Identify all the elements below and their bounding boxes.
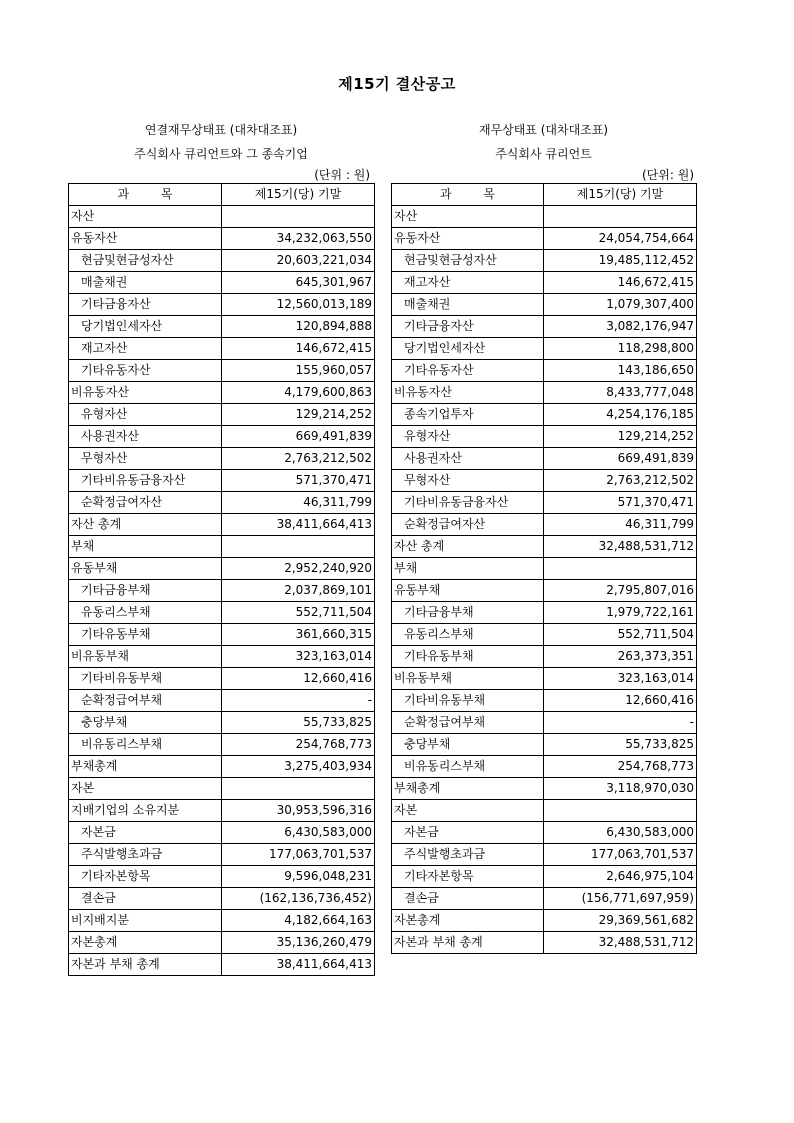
row-value: 552,711,504	[222, 602, 375, 624]
row-value: 155,960,057	[222, 360, 375, 382]
row-label: 비유동자산	[69, 382, 222, 404]
row-value: 263,373,351	[544, 646, 697, 668]
table-row	[69, 822, 375, 844]
row-label: 기타유동부채	[69, 624, 222, 646]
row-label: 유형자산	[69, 404, 222, 426]
table-row	[392, 602, 697, 624]
row-value: 254,768,773	[222, 734, 375, 756]
row-value: 46,311,799	[544, 514, 697, 536]
table-row	[69, 360, 375, 382]
row-label: 기타금융자산	[392, 316, 544, 338]
right-statement-title: 재무상태표 (대차대조표)	[478, 123, 609, 137]
column-header-value: 제15기(당) 기말	[544, 184, 697, 206]
row-label: 유동리스부채	[69, 602, 222, 624]
row-label: 비지배지분	[69, 910, 222, 932]
row-value: 254,768,773	[544, 756, 697, 778]
row-label: 자본	[69, 778, 222, 800]
table-row	[69, 624, 375, 646]
table-row	[69, 448, 375, 470]
row-value	[544, 800, 697, 822]
table-row	[69, 316, 375, 338]
row-value: 2,763,212,502	[544, 470, 697, 492]
row-label: 유동자산	[392, 228, 544, 250]
table-row	[392, 360, 697, 382]
row-label: 유동부채	[69, 558, 222, 580]
table-row	[69, 734, 375, 756]
row-value: 32,488,531,712	[544, 536, 697, 558]
row-value: 6,430,583,000	[222, 822, 375, 844]
row-value: 4,182,664,163	[222, 910, 375, 932]
row-value: 120,894,888	[222, 316, 375, 338]
row-label: 사용권자산	[69, 426, 222, 448]
table-row	[69, 426, 375, 448]
table-row	[69, 932, 375, 954]
row-label: 기타금융부채	[69, 580, 222, 602]
table-row	[392, 888, 697, 910]
row-value: 118,298,800	[544, 338, 697, 360]
row-label: 당기법인세자산	[69, 316, 222, 338]
row-label: 순확정급여부채	[392, 712, 544, 734]
row-label: 비유동자산	[392, 382, 544, 404]
table-row	[69, 492, 375, 514]
row-value: 177,063,701,537	[222, 844, 375, 866]
row-label: 비유동리스부채	[392, 756, 544, 778]
row-value	[222, 536, 375, 558]
row-value: 2,952,240,920	[222, 558, 375, 580]
table-row	[69, 888, 375, 910]
row-value: 571,370,471	[544, 492, 697, 514]
row-label: 자본과 부채 총계	[392, 932, 544, 954]
row-value: -	[544, 712, 697, 734]
row-label: 주식발행초과금	[392, 844, 544, 866]
row-label: 지배기업의 소유지분	[69, 800, 222, 822]
separate-balance-sheet-table	[391, 183, 697, 954]
row-value: 129,214,252	[222, 404, 375, 426]
table-row	[69, 228, 375, 250]
row-value	[544, 206, 697, 228]
table-row	[392, 822, 697, 844]
row-value: 30,953,596,316	[222, 800, 375, 822]
row-label: 자산	[69, 206, 222, 228]
row-value: 38,411,664,413	[222, 954, 375, 976]
row-label: 부채	[392, 558, 544, 580]
row-value: (162,136,736,452)	[222, 888, 375, 910]
row-value: 8,433,777,048	[544, 382, 697, 404]
table-row	[392, 470, 697, 492]
row-value: 571,370,471	[222, 470, 375, 492]
row-value: 29,369,561,682	[544, 910, 697, 932]
row-label: 순확정급여자산	[69, 492, 222, 514]
table-row	[392, 910, 697, 932]
row-value: 32,488,531,712	[544, 932, 697, 954]
row-value: 4,179,600,863	[222, 382, 375, 404]
table-row	[69, 580, 375, 602]
row-value: 3,275,403,934	[222, 756, 375, 778]
row-value: 361,660,315	[222, 624, 375, 646]
table-row	[392, 492, 697, 514]
table-row	[69, 404, 375, 426]
row-value: 2,037,869,101	[222, 580, 375, 602]
row-label: 부채	[69, 536, 222, 558]
table-row	[69, 756, 375, 778]
row-value: 12,660,416	[544, 690, 697, 712]
table-row	[69, 690, 375, 712]
row-label: 기타유동부채	[392, 646, 544, 668]
row-value: 12,560,013,189	[222, 294, 375, 316]
table-row	[69, 712, 375, 734]
row-value: 3,082,176,947	[544, 316, 697, 338]
table-row	[392, 866, 697, 888]
row-label: 기타자본항목	[392, 866, 544, 888]
row-label: 기타비유동금융자산	[69, 470, 222, 492]
row-label: 주식발행초과금	[69, 844, 222, 866]
row-label: 결손금	[69, 888, 222, 910]
table-row	[392, 294, 697, 316]
left-unit-label: (단위 : 원)	[314, 168, 370, 182]
table-row	[69, 294, 375, 316]
table-row	[69, 250, 375, 272]
table-row	[392, 624, 697, 646]
row-label: 유동부채	[392, 580, 544, 602]
table-row	[69, 778, 375, 800]
row-label: 비유동부채	[392, 668, 544, 690]
row-value: (156,771,697,959)	[544, 888, 697, 910]
table-row	[69, 206, 375, 228]
row-label: 유동리스부채	[392, 624, 544, 646]
row-value	[222, 778, 375, 800]
column-header-value: 제15기(당) 기말	[222, 184, 375, 206]
row-label: 자본금	[392, 822, 544, 844]
page-title: 제15기 결산공고	[338, 75, 456, 93]
row-label: 비유동부채	[69, 646, 222, 668]
row-value: 9,596,048,231	[222, 866, 375, 888]
row-value	[222, 206, 375, 228]
row-label: 기타비유동부채	[392, 690, 544, 712]
row-label: 부채총계	[69, 756, 222, 778]
row-value: 146,672,415	[544, 272, 697, 294]
table-row	[392, 272, 697, 294]
table-row	[69, 382, 375, 404]
row-label: 자산	[392, 206, 544, 228]
row-label: 자본금	[69, 822, 222, 844]
table-row	[392, 228, 697, 250]
row-value	[544, 558, 697, 580]
row-label: 유형자산	[392, 426, 544, 448]
table-row	[392, 668, 697, 690]
row-label: 매출채권	[69, 272, 222, 294]
row-value: 4,254,176,185	[544, 404, 697, 426]
row-label: 기타비유동금융자산	[392, 492, 544, 514]
row-value: 2,763,212,502	[222, 448, 375, 470]
table-row	[392, 382, 697, 404]
table-row	[392, 800, 697, 822]
left-statement-title: 연결재무상태표 (대차대조표)	[144, 123, 298, 137]
column-header-item: 과 목	[392, 184, 544, 206]
row-value: 24,054,754,664	[544, 228, 697, 250]
row-value: 669,491,839	[544, 448, 697, 470]
row-value: 645,301,967	[222, 272, 375, 294]
table-row	[392, 844, 697, 866]
row-label: 종속기업투자	[392, 404, 544, 426]
row-label: 결손금	[392, 888, 544, 910]
row-value: 669,491,839	[222, 426, 375, 448]
row-label: 현금및현금성자산	[69, 250, 222, 272]
right-company-name: 주식회사 큐리언트	[495, 147, 592, 161]
row-value: 34,232,063,550	[222, 228, 375, 250]
row-value: 20,603,221,034	[222, 250, 375, 272]
row-value: 12,660,416	[222, 668, 375, 690]
table-row	[392, 448, 697, 470]
row-label: 자본과 부채 총계	[69, 954, 222, 976]
row-value: 2,795,807,016	[544, 580, 697, 602]
table-row	[69, 646, 375, 668]
row-value: 2,646,975,104	[544, 866, 697, 888]
row-value: 55,733,825	[222, 712, 375, 734]
row-label: 자산 총계	[69, 514, 222, 536]
row-label: 자산 총계	[392, 536, 544, 558]
consolidated-balance-sheet-table	[68, 183, 375, 976]
table-row	[69, 338, 375, 360]
table-row	[392, 580, 697, 602]
row-label: 비유동리스부채	[69, 734, 222, 756]
row-label: 기타자본항목	[69, 866, 222, 888]
row-value: 1,079,307,400	[544, 294, 697, 316]
row-label: 기타유동자산	[69, 360, 222, 382]
table-row	[69, 514, 375, 536]
table-row	[69, 558, 375, 580]
table-row	[69, 910, 375, 932]
row-label: 당기법인세자산	[392, 338, 544, 360]
table-row	[69, 954, 375, 976]
row-value: 3,118,970,030	[544, 778, 697, 800]
row-value: 38,411,664,413	[222, 514, 375, 536]
row-value: 323,163,014	[544, 668, 697, 690]
row-label: 자본총계	[69, 932, 222, 954]
row-label: 사용권자산	[392, 448, 544, 470]
row-label: 재고자산	[392, 272, 544, 294]
row-label: 충당부채	[69, 712, 222, 734]
row-label: 기타유동자산	[392, 360, 544, 382]
table-row	[392, 734, 697, 756]
row-label: 부채총계	[392, 778, 544, 800]
row-label: 무형자산	[69, 448, 222, 470]
table-row	[392, 646, 697, 668]
row-label: 유동자산	[69, 228, 222, 250]
table-row	[69, 536, 375, 558]
table-row	[392, 536, 697, 558]
row-value: 129,214,252	[544, 426, 697, 448]
row-value: 19,485,112,452	[544, 250, 697, 272]
table-row	[69, 272, 375, 294]
table-row	[392, 250, 697, 272]
table-row	[69, 844, 375, 866]
row-label: 순확정급여부채	[69, 690, 222, 712]
table-header-row	[392, 184, 697, 206]
row-value: 146,672,415	[222, 338, 375, 360]
row-label: 무형자산	[392, 470, 544, 492]
table-row	[392, 778, 697, 800]
row-label: 기타비유동부채	[69, 668, 222, 690]
table-row	[392, 514, 697, 536]
row-value: 6,430,583,000	[544, 822, 697, 844]
table-header-row	[69, 184, 375, 206]
row-label: 현금및현금성자산	[392, 250, 544, 272]
right-unit-label: (단위: 원)	[642, 168, 694, 182]
column-header-item: 과 목	[69, 184, 222, 206]
table-row	[392, 404, 697, 426]
row-label: 자본총계	[392, 910, 544, 932]
row-label: 기타금융부채	[392, 602, 544, 624]
table-row	[392, 756, 697, 778]
row-value: 323,163,014	[222, 646, 375, 668]
table-row	[392, 426, 697, 448]
row-value: 1,979,722,161	[544, 602, 697, 624]
table-row	[392, 206, 697, 228]
row-label: 재고자산	[69, 338, 222, 360]
left-company-name: 주식회사 큐리언트와 그 종속기업	[134, 147, 308, 161]
table-row	[69, 668, 375, 690]
table-row	[69, 866, 375, 888]
table-row	[69, 602, 375, 624]
row-value: 55,733,825	[544, 734, 697, 756]
row-label: 순확정급여자산	[392, 514, 544, 536]
table-row	[392, 558, 697, 580]
row-value: 552,711,504	[544, 624, 697, 646]
row-value: 46,311,799	[222, 492, 375, 514]
table-row	[392, 338, 697, 360]
row-label: 기타금융자산	[69, 294, 222, 316]
table-row	[69, 800, 375, 822]
row-value: 177,063,701,537	[544, 844, 697, 866]
table-row	[69, 470, 375, 492]
row-value: 35,136,260,479	[222, 932, 375, 954]
row-label: 자본	[392, 800, 544, 822]
row-label: 충당부채	[392, 734, 544, 756]
table-row	[392, 712, 697, 734]
row-label: 매출채권	[392, 294, 544, 316]
table-row	[392, 316, 697, 338]
row-value: 143,186,650	[544, 360, 697, 382]
row-value: -	[222, 690, 375, 712]
table-row	[392, 690, 697, 712]
table-row	[392, 932, 697, 954]
